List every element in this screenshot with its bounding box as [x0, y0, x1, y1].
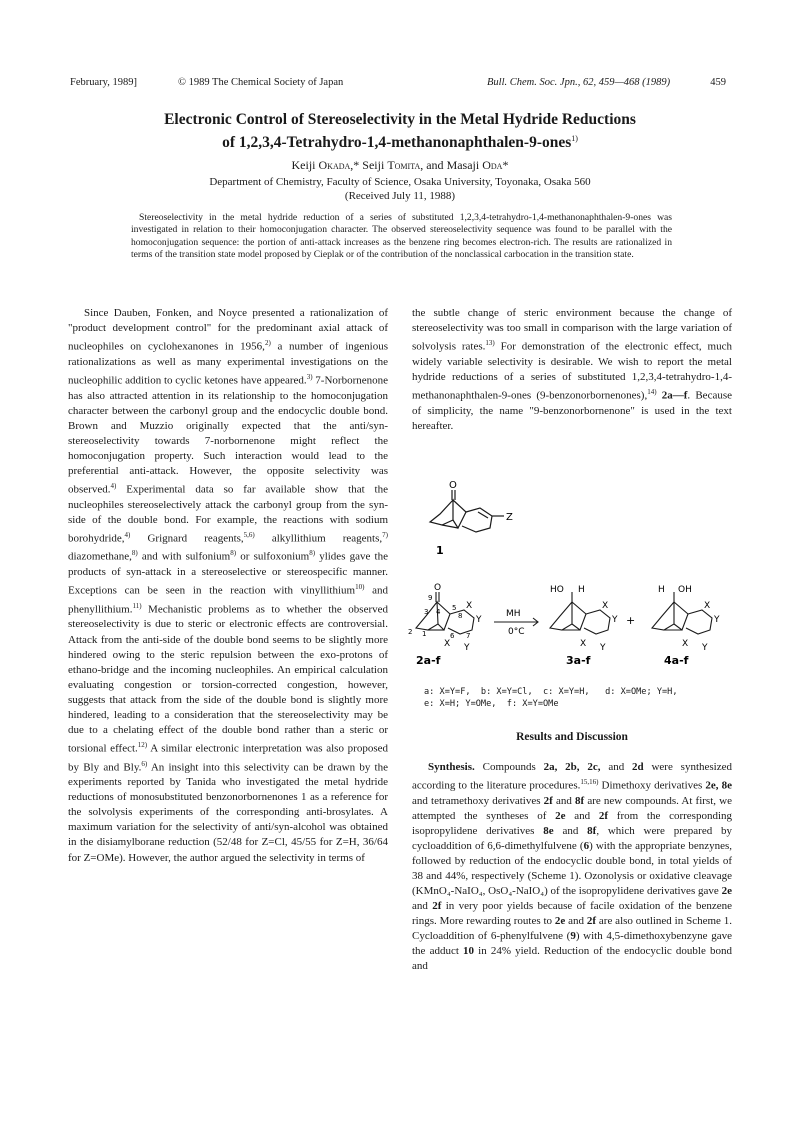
c4-x-bottom: X — [682, 639, 689, 649]
text-run: the subtle change of steric environment because the change of stereoselectivity was too small in comparison with the large variation of solvolysis rates. — [412, 307, 732, 353]
citation: 12) — [137, 740, 148, 749]
compound-ref: 2e — [721, 885, 732, 898]
header-copyright: © 1989 The Chemical Society of Japan — [178, 77, 344, 88]
text-run: Experimental data so far available show that the nucleophiles stereoselectively attack the carbonyl group from the syn-side of the double bond. For example, the reactions with sodium borohydride, — [68, 483, 388, 545]
compound-ref: 2e — [555, 809, 566, 822]
c2-y-bottom: Y — [464, 643, 470, 653]
citation: 7) — [382, 530, 388, 539]
author-1-mark: ,* — [350, 158, 363, 172]
citation: 8) — [309, 549, 316, 558]
compound-ref: 2e, 8e — [705, 779, 732, 792]
text-run: ) with 4,5-dimethoxybenzyne gave the adduct — [412, 930, 732, 958]
c4-x-top: X — [704, 601, 711, 611]
citation: 14) — [647, 387, 657, 396]
compound-ref: 2e — [554, 915, 566, 928]
legend-line-2: e: X=H; Y=OMe, f: X=Y=OMe — [424, 699, 559, 709]
text-run: Since Dauben, Fonken, and Noyce presented a rationalization of "product development control" for the predominant axial attack of nucleophiles on cyclohexanones in 1956, — [68, 307, 388, 353]
temperature-label: 0°C — [508, 627, 525, 637]
received-date: (Received July 11, 1988) — [344, 190, 456, 202]
reaction-scheme — [400, 578, 740, 682]
legend-line-1: a: X=Y=F, b: X=Y=Cl, c: X=Y=H, d: X=OMe; Y=H, — [424, 687, 678, 697]
c2-x-bottom: X — [444, 639, 451, 649]
c2-oxygen: O — [434, 583, 442, 593]
title-line-1: Electronic Control of Stereoselectivity in the Metal Hydride Reductions — [164, 111, 636, 128]
author-3-last: Oda — [482, 158, 503, 172]
oxygen-label: O — [449, 480, 457, 491]
text-run: were synthesized according to the literature procedures. — [412, 761, 732, 792]
running-header — [70, 77, 726, 91]
citation: 6) — [141, 759, 148, 768]
compound-3-label: 3a-f — [566, 654, 591, 667]
c4-hydroxyl: OH — [678, 585, 692, 595]
structure-1-bonds — [430, 490, 504, 532]
section-heading: Results and Discussion — [516, 731, 628, 743]
citation: 8) — [230, 549, 237, 558]
text-run: and — [412, 900, 433, 913]
compound-ref: 2a, 2b, 2c, — [543, 761, 601, 773]
text-run: 7-Norbornenone has also attracted attention in its relationship to the homoconjugation character between the carbonyl group and the endocyclic double bond. Brown and Muzzio originally expected that the anti/syn-stereoselectivity towards 7-norbornenone might reflect the homoconjugation property. Such interaction would lead to the preferential anti-attack. However, the opposite selectivity was observed. — [68, 374, 389, 496]
compound-ref: 8f — [587, 824, 597, 837]
text-run: . Because of simplicity, the name "9-benzonorbornenone" is used in the text hereafter. — [412, 389, 732, 432]
citation: 4) — [124, 530, 131, 539]
compound-2-label: 2a-f — [416, 654, 441, 667]
c2-y-right: Y — [476, 615, 482, 625]
citation: 15,16) — [580, 778, 599, 787]
affiliation: Department of Chemistry, Faculty of Science, Osaka University, Toyonaka, Osaka 560 — [209, 176, 591, 188]
text-run: An insight into this selectivity can be drawn by the experiments reported by Tanida who investigated the metal hydride reductions of monosubstituted benzonorbornenones 1 as a reference for the solvolysis experiments of the corresponding anti-brosylates. A maximum variation for the selectivity of anti/syn-alcohol was obtained in the disiamylborane reduction (52/48 for Z=Cl, 45/55 for Z=H, 36/64 for Z=OMe). However, the author argued the selectivity in terms of — [68, 761, 388, 864]
body-right-column-bottom — [412, 760, 732, 974]
text-run: Dimethoxy derivatives — [598, 779, 706, 792]
text-run: are new compounds. At first, we attempted the syntheses of — [412, 794, 732, 822]
compound-ref: 9 — [570, 930, 576, 943]
text-run: Mechanistic problems as to whether the observed stereoselectivity is due to steric or electronic effects are controversial. Attack from the anti-side of the double bond seems to be slightly more hindered owing to the steric repulsion between the exo-protons of ethano-bridge and the incoming nucleophiles. An empirical calculation evaluating congestion or torsion-corrected congestion, however, suggests that attack from the side of the double bond is slightly more hindered, leading to a consideration that the stereoselectivity may be due to a chelating effect of the double bond rather than a steric or torsional effect. — [68, 603, 388, 755]
author-list — [60, 158, 740, 173]
c4-y-right: Y — [714, 615, 720, 625]
author-2-last: Tomita — [387, 158, 421, 172]
c2-n6: 6 — [450, 632, 455, 640]
c2-n3: 3 — [424, 608, 429, 616]
author-1-first: Keiji — [291, 158, 319, 172]
text-run: from the corresponding isopropylidene derivatives — [412, 809, 733, 837]
c2-n7: 7 — [466, 632, 471, 640]
text-run: and tetramethoxy derivatives — [412, 794, 544, 807]
run-in-heading: Synthesis. — [428, 761, 475, 773]
c3-hydrogen: H — [578, 585, 585, 595]
text-run: ylides gave the products of syn-attack in a stereoselective or stereospecific manner. Exceptions can be seen in the reaction with vinyllithium — [68, 550, 388, 597]
text-run: or sulfoxonium — [236, 550, 310, 563]
header-page-number: 459 — [710, 77, 726, 88]
author-1-last: Okada — [318, 158, 351, 172]
c3-x-top: X — [602, 601, 609, 611]
text-run: in very poor yields because of facile oxidation of the benzene rings. More rewarding routes to — [412, 900, 732, 928]
c2-x-top: X — [466, 601, 473, 611]
text-run: alkyllithium reagents, — [254, 532, 383, 545]
text-run: , which were prepared by cycloaddition of 6,6-dimethylfulvene ( — [412, 824, 733, 852]
compound-ref: 2f — [598, 809, 609, 822]
compound-ref: 2a—f — [656, 389, 688, 402]
citation: 3) — [306, 372, 313, 381]
c3-y-bottom: Y — [600, 643, 606, 653]
text-run: and — [600, 761, 633, 773]
compound-ref: 2f — [586, 915, 597, 928]
text-run: are also outlined in Scheme 1. Cycloaddition of 6-phenylfulvene ( — [412, 915, 732, 943]
reaction-arrow — [494, 618, 538, 626]
c2-n9: 9 — [428, 594, 433, 602]
compound-ref: 10 — [463, 945, 475, 958]
title-ref: 1) — [571, 134, 578, 143]
citation: 13) — [485, 339, 495, 348]
abstract: Stereoselectivity in the metal hydride reduction of a series of substituted 1,2,3,4-tetrahydro-1,4-methanonaphthalen-9-ones was investigated in relation to their homoconjugation character. The observed stereoselectivity sequence was found to be parallel with the homoconjugation sequence: the portion of anti-attack increases as the benzene ring becomes electron-rich. The results are rationalized in terms of the transition state model proposed by Cieplak or of the contribution of the nonclassical carbocation in the transition state. — [131, 212, 672, 261]
author-3-mark: * — [502, 158, 509, 172]
c2-n4: 4 — [436, 608, 441, 616]
c4-y-bottom: Y — [702, 643, 708, 653]
header-journal: Bull. Chem. Soc. Jpn., 62, 459—468 (1989) — [487, 77, 671, 88]
text-run: For demonstration of the electronic effect, much widely variable selectivity is desirable. We wish to report the metal hydride reductions of a series of substituted 1,2,3,4-tetrahydro-1,4-methanonaphthalen-9-ones (9-benzonorbornenones), — [412, 340, 732, 402]
header-date: February, 1989] — [70, 77, 137, 88]
text-run: diazomethane, — [68, 550, 132, 563]
text-run: a number of ingenious rationalizations as well as many experimental investigations on the nucleophilic addition to cyclic ketones have appeared. — [68, 340, 388, 387]
compound-4-bonds — [652, 592, 712, 634]
compound-ref: 2d — [632, 761, 644, 773]
citation: 2) — [264, 339, 271, 348]
compound-ref: 2f — [543, 794, 553, 807]
text-run: and — [565, 809, 599, 822]
compound-3-bonds — [550, 592, 610, 634]
c3-hydroxyl: HO — [550, 585, 564, 595]
title-line-2: of 1,2,3,4-Tetrahydro-1,4-methanonaphthalen-9-ones — [222, 134, 572, 152]
compound-4-label: 4a-f — [664, 654, 689, 667]
text-run: Compounds — [474, 761, 544, 773]
reagent-label: MH — [506, 609, 521, 619]
z-substituent-label: Z — [506, 512, 513, 523]
text-run: Grignard reagents, — [130, 532, 244, 545]
c4-hydrogen: H — [658, 585, 665, 595]
text-run: A similar electronic interpretation was also proposed by Bly and Bly. — [68, 742, 388, 774]
c2-n8: 8 — [458, 612, 463, 620]
c3-y-right: Y — [612, 615, 618, 625]
text-run: and — [553, 824, 588, 837]
c3-x-bottom: X — [580, 639, 587, 649]
author-and: , and — [420, 158, 447, 172]
text-run: and — [552, 794, 575, 807]
citation: 8) — [131, 549, 138, 558]
compound-1-label: 1 — [436, 544, 444, 557]
compound-ref: 6 — [583, 839, 590, 852]
text-run: and — [565, 915, 587, 928]
citation: 10) — [355, 583, 365, 592]
c2-n5: 5 — [452, 604, 457, 612]
author-3-first: Masaji — [446, 158, 483, 172]
text-run: and with sulfonium — [137, 550, 231, 563]
compound-ref: 2f — [432, 900, 442, 913]
compound-ref: 8f — [575, 794, 585, 807]
c2-n2: 2 — [408, 628, 413, 636]
structure-1-diagram — [400, 470, 740, 570]
author-2-first: Seiji — [362, 158, 388, 172]
body-right-column-top — [412, 306, 732, 434]
plus-sign: + — [626, 614, 636, 627]
text-run: and phenyllithium. — [68, 584, 388, 616]
compound-ref: 8e — [543, 824, 554, 837]
c2-n1: 1 — [422, 630, 427, 638]
citation: 5,6) — [243, 530, 255, 539]
citation: 4) — [110, 481, 117, 490]
paper-title — [60, 110, 740, 152]
text-run: in 24% yield. Reduction of the endocyclic double bond and — [412, 945, 732, 973]
body-left-column — [68, 306, 388, 866]
citation: 11) — [132, 601, 142, 610]
substituent-legend — [424, 686, 736, 710]
text-run: ) with the appropriate benzynes, followed by reduction of the endocyclic double bond, in total yields of 38 and 44%, respectively (Scheme 1). Ozonolysis or oxidative cleavage (KMnO₄-NaIO₄, OsO₄-NaIO₄) of the isopropylidene derivatives gave — [412, 839, 732, 898]
